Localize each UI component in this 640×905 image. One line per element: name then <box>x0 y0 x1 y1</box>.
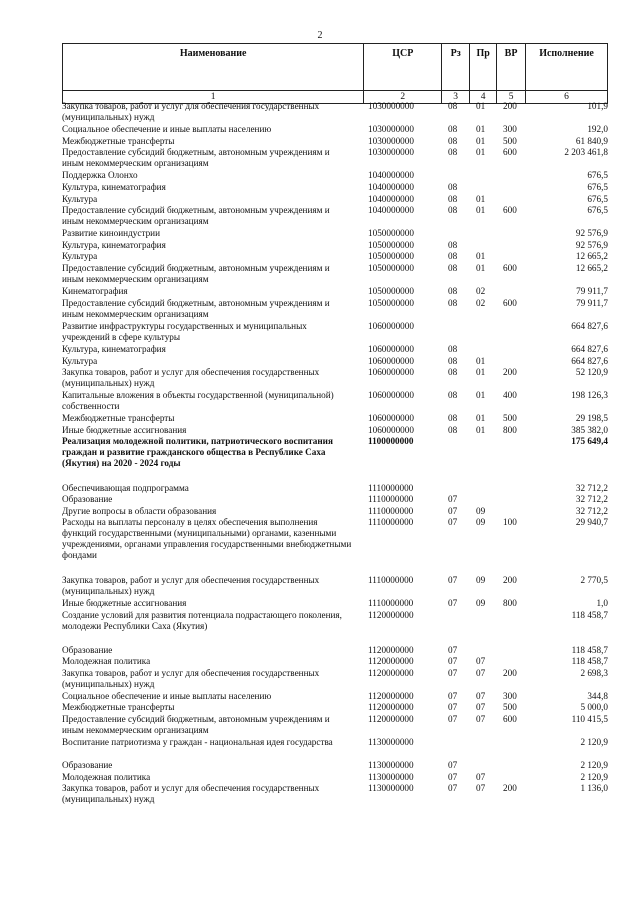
table-row <box>62 286 608 298</box>
row-vr: 100 <box>503 517 517 528</box>
row-pr: 07 <box>476 714 486 725</box>
row-value: 1 136,0 <box>580 783 608 794</box>
table-row <box>62 321 608 344</box>
header-num-2: 2 <box>364 91 442 104</box>
row-value: 2 120,9 <box>580 771 608 782</box>
row-pr: 09 <box>476 505 486 516</box>
row-rz: 08 <box>448 413 458 424</box>
row-pr: 01 <box>476 147 486 158</box>
row-csr: 1030000000 <box>368 135 414 146</box>
row-pr: 01 <box>476 251 486 262</box>
table-row <box>62 772 608 784</box>
row-vr: 500 <box>503 702 517 713</box>
row-value: 385 382,0 <box>571 424 608 435</box>
row-name: Культура, кинематография <box>62 343 166 354</box>
row-name: Культура, кинематография <box>62 181 166 192</box>
table-row <box>62 228 608 240</box>
row-value: 676,5 <box>587 205 608 216</box>
row-name: Предоставление субсидий бюджетным, автономным учреждениям и иным некоммерческим организациям <box>62 205 330 227</box>
row-value: 12 665,2 <box>575 263 608 274</box>
table-row <box>62 251 608 263</box>
table-row <box>62 425 608 437</box>
row-rz: 07 <box>448 760 458 771</box>
row-value: 29 940,7 <box>575 517 608 528</box>
row-pr: 09 <box>476 517 486 528</box>
row-vr: 600 <box>503 205 517 216</box>
row-vr: 200 <box>503 101 517 111</box>
row-csr: 1040000000 <box>368 170 414 181</box>
table-row <box>62 101 608 124</box>
row-value: 676,5 <box>587 193 608 204</box>
row-value: 92 576,9 <box>575 239 608 250</box>
table-row <box>62 298 608 321</box>
row-rz: 07 <box>448 505 458 516</box>
row-rz: 07 <box>448 494 458 505</box>
row-name: Закупка товаров, работ и услуг для обеспечения государственных (муниципальных) нужд <box>62 101 320 122</box>
row-csr: 1030000000 <box>368 147 414 158</box>
row-pr: 07 <box>476 771 486 782</box>
row-name: Образование <box>62 644 113 655</box>
header-num-3: 3 <box>442 91 470 104</box>
row-value: 198 126,3 <box>571 390 608 401</box>
row-value: 664 827,6 <box>571 343 608 354</box>
row-value: 61 840,9 <box>575 135 608 146</box>
row-name: Закупка товаров, работ и услуг для обеспечения государственных (муниципальных) нужд <box>62 783 320 805</box>
row-value: 118 458,7 <box>571 656 608 667</box>
row-rz: 07 <box>448 702 458 713</box>
row-csr: 1120000000 <box>368 644 414 655</box>
table-row <box>62 714 608 737</box>
row-pr: 02 <box>476 297 486 308</box>
row-rz: 08 <box>448 205 458 216</box>
row-value: 92 576,9 <box>575 228 608 239</box>
row-name: Молодежная политика <box>62 656 151 667</box>
row-rz: 08 <box>448 101 458 111</box>
row-name: Предоставление субсидий бюджетным, автономным учреждениям и иным некоммерческим организациям <box>62 297 330 319</box>
row-pr: 01 <box>476 263 486 274</box>
row-csr: 1060000000 <box>368 343 414 354</box>
table-header <box>62 43 608 104</box>
table-row <box>62 170 608 182</box>
header-rz: Рз <box>442 44 470 91</box>
row-rz: 08 <box>448 367 458 378</box>
row-rz: 08 <box>448 135 458 146</box>
row-rz: 07 <box>448 644 458 655</box>
row-csr: 1120000000 <box>368 702 414 713</box>
row-rz: 08 <box>448 193 458 204</box>
row-name: Развитие киноиндустрии <box>62 228 161 239</box>
row-csr: 1050000000 <box>368 239 414 250</box>
row-rz: 08 <box>448 355 458 366</box>
row-value: 32 712,2 <box>575 482 608 493</box>
row-name: Предоставление субсидий бюджетным, автономным учреждениям и иным некоммерческим организациям <box>62 263 330 285</box>
row-name: Социальное обеспечение и иные выплаты населению <box>62 690 272 701</box>
row-name: Закупка товаров, работ и услуг для обеспечения государственных (муниципальных) нужд <box>62 667 320 689</box>
row-rz: 07 <box>448 690 458 701</box>
table-row <box>62 783 608 806</box>
row-name: Создание условий для развития потенциала подрастающего поколения, молодежи Республики Саха (Якутия) <box>62 609 342 631</box>
row-vr: 600 <box>503 147 517 158</box>
row-pr: 02 <box>476 286 486 297</box>
row-value: 32 712,2 <box>575 494 608 505</box>
row-csr: 1120000000 <box>368 667 414 678</box>
row-name: Реализация молодежной политики, патриотического воспитания граждан и развитие гражданского общества в Республике Саха (Якутия) на 2020 - 2024 годы <box>62 436 333 469</box>
row-name: Культура <box>62 193 98 204</box>
table-row <box>62 610 608 645</box>
row-csr: 1130000000 <box>368 771 414 782</box>
row-vr: 500 <box>503 413 517 424</box>
row-csr: 1110000000 <box>368 482 414 493</box>
row-value: 118 458,7 <box>571 609 608 620</box>
row-csr: 1110000000 <box>368 598 414 609</box>
row-value: 79 911,7 <box>576 297 608 308</box>
row-pr: 09 <box>476 575 486 586</box>
table-row <box>62 702 608 714</box>
page-number: 2 <box>317 30 323 41</box>
row-name: Обеспечивающая подпрограмма <box>62 482 189 493</box>
row-name: Другие вопросы в области образования <box>62 505 217 516</box>
table-row <box>62 668 608 691</box>
row-rz: 08 <box>448 390 458 401</box>
row-rz: 07 <box>448 714 458 725</box>
row-rz: 08 <box>448 239 458 250</box>
row-csr: 1060000000 <box>368 424 414 435</box>
row-rz: 08 <box>448 147 458 158</box>
header-num-1: 1 <box>63 91 364 104</box>
table-row <box>62 517 608 575</box>
row-pr: 07 <box>476 690 486 701</box>
row-rz: 07 <box>448 656 458 667</box>
row-value: 344,8 <box>587 690 608 701</box>
row-pr: 07 <box>476 667 486 678</box>
row-vr: 600 <box>503 714 517 725</box>
row-value: 664 827,6 <box>571 355 608 366</box>
row-csr: 1110000000 <box>368 505 414 516</box>
table-row <box>62 263 608 286</box>
row-name: Кинематография <box>62 286 128 297</box>
row-value: 118 458,7 <box>571 644 608 655</box>
row-csr: 1120000000 <box>368 656 414 667</box>
row-vr: 200 <box>503 575 517 586</box>
row-rz: 07 <box>448 667 458 678</box>
header-vr: ВР <box>497 44 526 91</box>
row-pr: 07 <box>476 783 486 794</box>
row-rz: 08 <box>448 343 458 354</box>
table-row <box>62 147 608 170</box>
row-value: 2 203 461,8 <box>564 147 608 158</box>
row-csr: 1060000000 <box>368 367 414 378</box>
row-rz: 08 <box>448 251 458 262</box>
row-vr: 600 <box>503 297 517 308</box>
row-vr: 600 <box>503 263 517 274</box>
row-value: 664 827,6 <box>571 320 608 331</box>
row-value: 2 770,5 <box>580 575 608 586</box>
table-row <box>62 124 608 136</box>
row-name: Иные бюджетные ассигнования <box>62 598 187 609</box>
row-csr: 1130000000 <box>368 760 414 771</box>
row-value: 1,0 <box>596 598 608 609</box>
table-row <box>62 367 608 390</box>
row-name: Межбюджетные трансферты <box>62 413 175 424</box>
row-rz: 07 <box>448 517 458 528</box>
row-name: Межбюджетные трансферты <box>62 135 175 146</box>
row-csr: 1050000000 <box>368 286 414 297</box>
table-row <box>62 182 608 194</box>
row-name: Культура <box>62 251 98 262</box>
row-csr: 1050000000 <box>368 263 414 274</box>
table-row <box>62 645 608 657</box>
row-csr: 1120000000 <box>368 690 414 701</box>
table-row <box>62 494 608 506</box>
table-row <box>62 436 608 482</box>
header-num-5: 5 <box>497 91 526 104</box>
table-row <box>62 356 608 368</box>
row-name: Воспитание патриотизма у граждан - национальная идея государства <box>62 737 333 748</box>
row-rz: 07 <box>448 783 458 794</box>
row-csr: 1060000000 <box>368 413 414 424</box>
row-vr: 800 <box>503 598 517 609</box>
row-name: Закупка товаров, работ и услуг для обеспечения государственных (муниципальных) нужд <box>62 575 320 597</box>
table-row <box>62 194 608 206</box>
row-pr: 01 <box>476 101 486 111</box>
table-row <box>62 506 608 518</box>
row-csr: 1030000000 <box>368 101 414 111</box>
row-name: Капитальные вложения в объекты государственной (муниципальной) собственности <box>62 390 334 412</box>
row-rz: 08 <box>448 424 458 435</box>
row-csr: 1110000000 <box>368 575 414 586</box>
row-name: Социальное обеспечение и иные выплаты населению <box>62 124 272 135</box>
row-value: 5 000,0 <box>580 702 608 713</box>
table-row <box>62 205 608 228</box>
row-csr: 1130000000 <box>368 783 414 794</box>
row-pr: 01 <box>476 135 486 146</box>
row-value: 2 120,9 <box>580 737 608 748</box>
row-name: Культура, кинематография <box>62 239 166 250</box>
row-pr: 07 <box>476 656 486 667</box>
table-row <box>62 656 608 668</box>
table-row <box>62 598 608 610</box>
table-row <box>62 413 608 425</box>
table-row <box>62 691 608 703</box>
row-value: 175 649,4 <box>571 436 608 447</box>
row-pr: 01 <box>476 355 486 366</box>
row-csr: 1050000000 <box>368 228 414 239</box>
row-vr: 400 <box>503 390 517 401</box>
row-value: 79 911,7 <box>576 286 608 297</box>
row-name: Образование <box>62 494 113 505</box>
row-pr: 01 <box>476 390 486 401</box>
row-csr: 1130000000 <box>368 737 414 748</box>
row-pr: 01 <box>476 205 486 216</box>
row-name: Закупка товаров, работ и услуг для обеспечения государственных (муниципальных) нужд <box>62 367 320 389</box>
row-name: Предоставление субсидий бюджетным, автономным учреждениям и иным некоммерческим организациям <box>62 147 330 169</box>
header-pr: Пр <box>470 44 497 91</box>
row-pr: 01 <box>476 424 486 435</box>
row-pr: 01 <box>476 413 486 424</box>
row-name: Поддержка Олонхо <box>62 170 138 181</box>
row-rz: 07 <box>448 598 458 609</box>
table-row <box>62 575 608 598</box>
row-pr: 01 <box>476 124 486 135</box>
row-pr: 09 <box>476 598 486 609</box>
row-name: Образование <box>62 760 113 771</box>
table-body <box>62 101 608 807</box>
row-vr: 200 <box>503 783 517 794</box>
row-rz: 07 <box>448 771 458 782</box>
row-pr: 01 <box>476 193 486 204</box>
row-csr: 1050000000 <box>368 251 414 262</box>
table-row <box>62 390 608 413</box>
header-csr: ЦСР <box>364 44 442 91</box>
table-row <box>62 344 608 356</box>
row-name: Развитие инфраструктуры государственных и муниципальных учреждений в сфере культуры <box>62 320 307 342</box>
row-value: 12 665,2 <box>575 251 608 262</box>
table-row <box>62 760 608 772</box>
row-rz: 07 <box>448 575 458 586</box>
row-csr: 1050000000 <box>368 297 414 308</box>
row-value: 110 415,5 <box>571 714 608 725</box>
row-value: 29 198,5 <box>575 413 608 424</box>
row-csr: 1110000000 <box>368 517 414 528</box>
row-vr: 200 <box>503 667 517 678</box>
row-value: 2 120,9 <box>580 760 608 771</box>
row-csr: 1030000000 <box>368 124 414 135</box>
row-value: 32 712,2 <box>575 505 608 516</box>
row-csr: 1060000000 <box>368 355 414 366</box>
header-num-4: 4 <box>470 91 497 104</box>
row-rz: 08 <box>448 263 458 274</box>
row-value: 676,5 <box>587 181 608 192</box>
row-csr: 1110000000 <box>368 494 414 505</box>
row-csr: 1040000000 <box>368 205 414 216</box>
row-vr: 300 <box>503 124 517 135</box>
row-rz: 08 <box>448 124 458 135</box>
row-rz: 08 <box>448 297 458 308</box>
row-csr: 1120000000 <box>368 609 414 620</box>
row-pr: 01 <box>476 367 486 378</box>
row-vr: 300 <box>503 690 517 701</box>
row-value: 676,5 <box>587 170 608 181</box>
row-name: Расходы на выплаты персоналу в целях обеспечения выполнения функций государственными (муниципальными) органами, казенными учреждениями, органами управления государственными внебюджетными фондами <box>62 517 352 561</box>
row-name: Межбюджетные трансферты <box>62 702 175 713</box>
row-name: Культура <box>62 355 98 366</box>
row-name: Молодежная политика <box>62 771 151 782</box>
row-csr: 1120000000 <box>368 714 414 725</box>
row-vr: 200 <box>503 367 517 378</box>
table-row <box>62 483 608 495</box>
row-csr: 1060000000 <box>368 320 414 331</box>
row-value: 101,9 <box>587 101 608 111</box>
row-csr: 1040000000 <box>368 181 414 192</box>
header-num-6: 6 <box>526 91 608 104</box>
row-vr: 800 <box>503 424 517 435</box>
row-vr: 500 <box>503 135 517 146</box>
row-csr: 1040000000 <box>368 193 414 204</box>
table-row <box>62 737 608 760</box>
row-value: 52 120,9 <box>575 367 608 378</box>
row-rz: 08 <box>448 181 458 192</box>
table-row <box>62 240 608 252</box>
table-row <box>62 136 608 148</box>
row-pr: 07 <box>476 702 486 713</box>
header-name: Наименование <box>63 44 364 91</box>
row-value: 192,0 <box>587 124 608 135</box>
row-csr: 1100000000 <box>368 436 414 447</box>
row-rz: 08 <box>448 286 458 297</box>
row-name: Иные бюджетные ассигнования <box>62 424 187 435</box>
row-value: 2 698,3 <box>580 667 608 678</box>
row-name: Предоставление субсидий бюджетным, автономным учреждениям и иным некоммерческим организациям <box>62 714 330 736</box>
header-exec: Исполнение <box>526 44 608 91</box>
row-csr: 1060000000 <box>368 390 414 401</box>
